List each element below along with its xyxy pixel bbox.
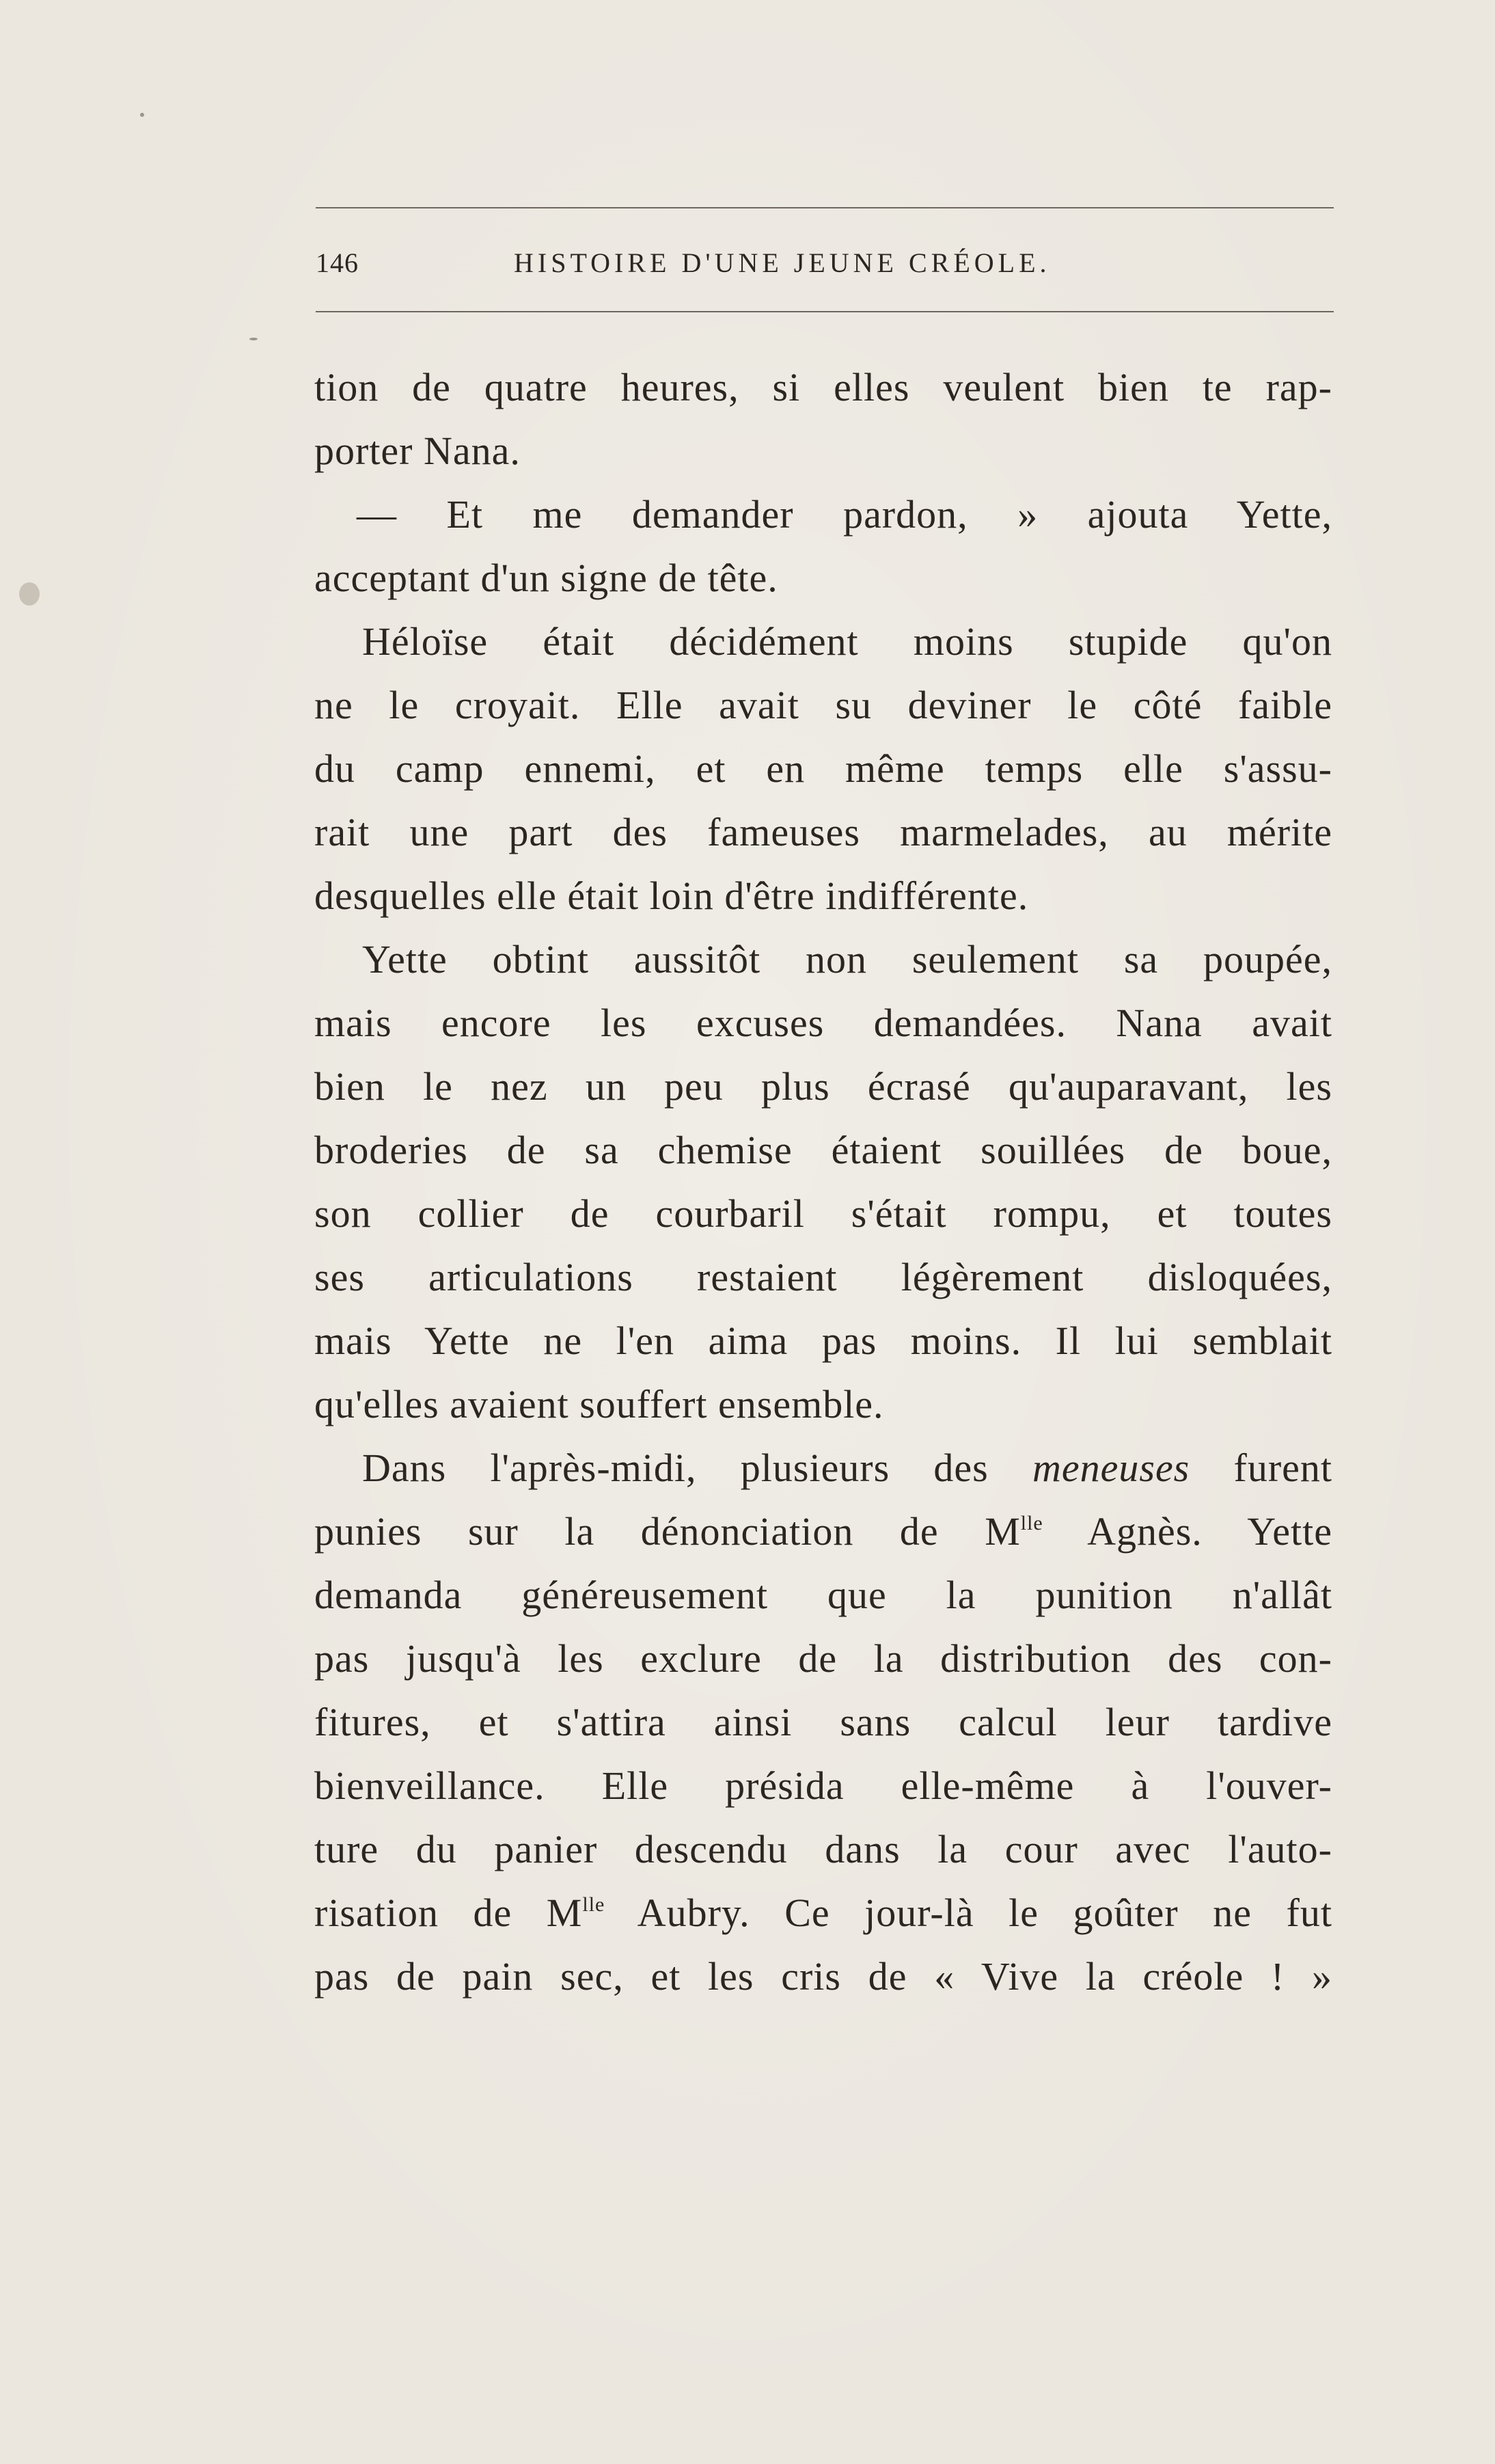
italic-word: meneuses bbox=[1032, 1446, 1190, 1490]
text-line: ses articulations restaient légèrement disloquées, bbox=[314, 1255, 1332, 1299]
text-line: pas de pain sec, et les cris de « Vive la créole ! » bbox=[314, 1954, 1332, 1999]
text-line: porter Nana. bbox=[314, 429, 521, 473]
paper-speck bbox=[19, 582, 40, 606]
text-line: bien le nez un peu plus écrasé qu'auparavant, les bbox=[314, 1064, 1332, 1109]
text-fragment: risation de M bbox=[314, 1891, 583, 1935]
text-line: desquelles elle était loin d'être indifférente. bbox=[314, 874, 1029, 918]
running-title: HISTOIRE D'UNE JEUNE CRÉOLE. bbox=[514, 247, 1051, 278]
body-text bbox=[314, 355, 1332, 2008]
text-line: mais encore les excuses demandées. Nana avait bbox=[314, 1001, 1332, 1045]
text-line: — Et me demander pardon, » ajouta Yette, bbox=[357, 492, 1332, 537]
text-line bbox=[314, 1436, 1332, 1500]
text-fragment: Dans l'après-midi, plusieurs des bbox=[362, 1446, 1032, 1490]
text-line: broderies de sa chemise étaient souillées de boue, bbox=[314, 1128, 1332, 1172]
text-line: demanda généreusement que la punition n'allât bbox=[314, 1573, 1332, 1617]
running-header bbox=[316, 243, 1334, 284]
text-line: pas jusqu'à les exclure de la distribution des con- bbox=[314, 1636, 1332, 1681]
text-line: tion de quatre heures, si elles veulent bien te rap- bbox=[314, 365, 1332, 409]
text-line: acceptant d'un signe de tête. bbox=[314, 556, 778, 600]
text-line: mais Yette ne l'en aima pas moins. Il lui semblait bbox=[314, 1318, 1332, 1363]
text-fragment: Aubry. Ce jour-là le goûter ne fut bbox=[605, 1891, 1332, 1935]
paper-speck bbox=[249, 338, 258, 340]
text-fragment: furent bbox=[1190, 1446, 1332, 1490]
text-fragment: punies sur la dénonciation de M bbox=[314, 1509, 1021, 1554]
text-line: ture du panier descendu dans la cour avec l'auto- bbox=[314, 1827, 1332, 1871]
text-line: son collier de courbaril s'était rompu, et toutes bbox=[314, 1191, 1332, 1236]
text-line: ne le croyait. Elle avait su deviner le côté faible bbox=[314, 683, 1332, 727]
superscript-abbreviation: lle bbox=[1020, 1512, 1043, 1534]
text-fragment: Agnès. Yette bbox=[1043, 1509, 1332, 1554]
text-line bbox=[314, 1881, 1332, 1945]
text-line: qu'elles avaient souffert ensemble. bbox=[314, 1382, 884, 1426]
superscript-abbreviation: lle bbox=[582, 1893, 605, 1916]
text-line bbox=[314, 1500, 1332, 1563]
text-line: fitures, et s'attira ainsi sans calcul leur tardive bbox=[314, 1700, 1332, 1744]
header-rule-top bbox=[316, 207, 1334, 208]
text-line: bienveillance. Elle présida elle-même à l'ouver- bbox=[314, 1763, 1332, 1808]
text-line: du camp ennemi, et en même temps elle s'assu- bbox=[314, 746, 1332, 791]
text-line: Yette obtint aussitôt non seulement sa poupée, bbox=[362, 937, 1332, 981]
page-number: 146 bbox=[316, 247, 359, 278]
paper-speck bbox=[140, 113, 144, 117]
text-line: rait une part des fameuses marmelades, au mérite bbox=[314, 810, 1332, 854]
text-line: Héloïse était décidément moins stupide qu'on bbox=[362, 619, 1332, 664]
header-rule-bottom bbox=[316, 311, 1334, 312]
